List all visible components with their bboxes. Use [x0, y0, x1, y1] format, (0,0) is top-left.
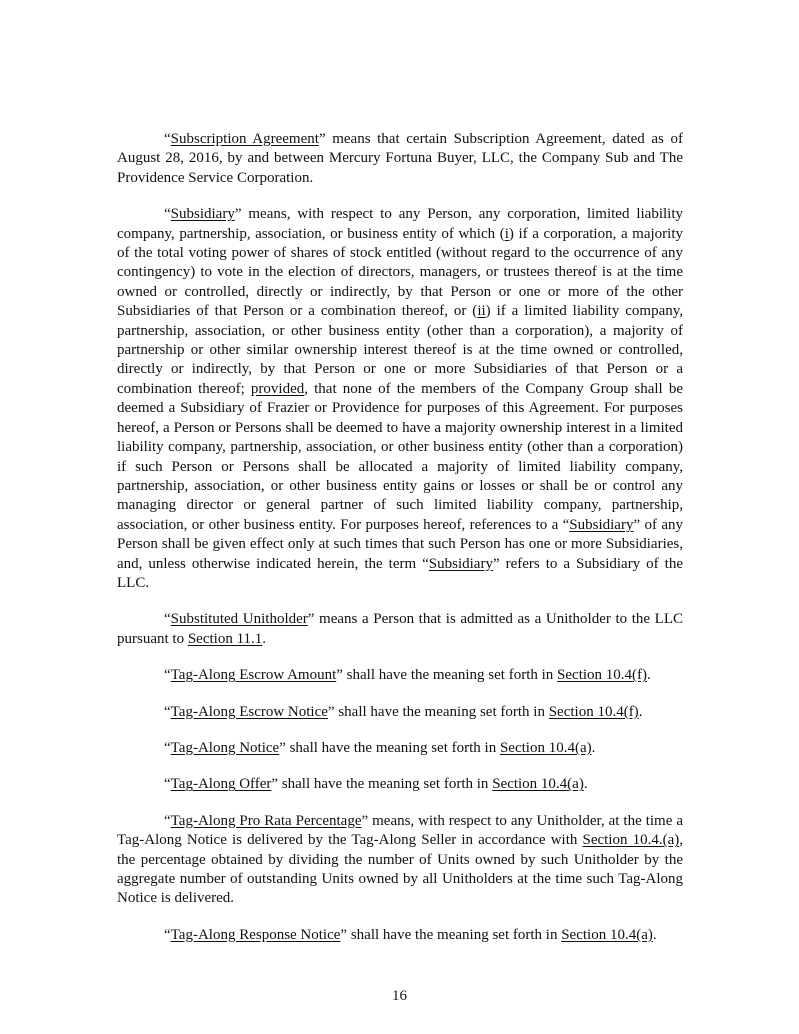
text-run: “ [164, 776, 171, 793]
text-run: ” shall have the meaning set forth in [279, 739, 500, 756]
underlined-term: Section 10.4(a) [561, 926, 653, 943]
text-run: ” refers to a Subsidiary of the LLC. [117, 555, 683, 591]
underlined-term: Subsidiary [428, 555, 493, 572]
definition-subsidiary [117, 205, 683, 593]
page-number: 16 [392, 988, 407, 1004]
text-run: . [262, 630, 267, 647]
definition-tag-along-escrow-notice [117, 703, 683, 722]
text-run: ” shall have the meaning set forth in [336, 667, 558, 684]
text-run: “ [164, 206, 171, 223]
underlined-term: Subsidiary [170, 206, 235, 223]
underlined-term: Tag-Along Response Notice [170, 926, 341, 943]
definition-substituted-unitholder [117, 610, 683, 649]
underlined-term: provided [250, 380, 305, 397]
text-run: ” means, with respect to any Person, any corporation, limited liability company, partnership, association, or business entity of which ( [117, 206, 683, 242]
text-run: ” shall have the meaning set forth in [327, 703, 549, 720]
definition-tag-along-offer [117, 775, 683, 794]
underlined-term: Section 10.4(a) [499, 739, 592, 756]
text-run: “ [164, 703, 171, 720]
underlined-term: Section 10.4(f) [557, 667, 648, 684]
underlined-term: Section 11.1 [187, 630, 263, 647]
definition-tag-along-pro-rata-percentage [117, 812, 683, 909]
text-run: “ [164, 131, 171, 147]
text-run: , the percentage obtained by dividing the number of Units owned by such Unitholder by the aggregate number of outstanding Units owned by all Unitholders at the time such Tag-Along Notice is delivered. [117, 832, 683, 907]
underlined-term: Substituted Unitholder [170, 611, 308, 628]
underlined-term: Subsidiary [569, 516, 634, 533]
text-run: “ [164, 812, 171, 829]
text-run: ” of any Person shall be given effect only at such times that such Person has one or more Subsidiaries, and, unless otherwise indicated herein, the term “ [117, 516, 684, 572]
text-run: ” means, with respect to any Unitholder, at the time a Tag-Along Notice is delivered by the Tag-Along Seller in accordance with [117, 812, 683, 849]
text-run: . [591, 739, 596, 756]
underlined-term: Tag-Along Escrow Amount [170, 667, 337, 684]
definition-subscription-agreement [117, 130, 683, 188]
underlined-term: Section 10.4(f) [548, 703, 639, 720]
text-run: ) if a corporation, a majority of the total voting power of shares of stock entitled (without regard to the occurrence of any contingency) to vote in the election of directors, managers, or trustees thereof is at the time owned or controlled, directly or indirectly, by that Person or one or more of the other Subsidiaries of that Person or a combination thereof, or ( [117, 225, 684, 320]
document-page [117, 130, 683, 962]
text-run: , that none of the members of the Company Group shall be deemed a Subsidiary of Frazier or Providence for purposes of this Agreement. For purposes hereof, a Person or Persons shall be deemed to have a majority ownership interest in a limited liability company, partnership, association, or other business entity (other than a corporation) if such Person or Persons shall be allocated a majority of limited liability company, partnership, association, or other business entity gains or losses or shall be or control any managing director or general partner of such limited liability company, partnership, association, or other business entity. For purposes hereof, references to a “ [117, 380, 683, 533]
definition-tag-along-escrow-amount [117, 666, 683, 685]
underlined-term: ii [477, 303, 486, 320]
definition-tag-along-response-notice [117, 926, 683, 945]
underlined-term: Tag-Along Pro Rata Percentage [170, 812, 362, 829]
text-run: ” means a Person that is admitted as a Unitholder to the LLC pursuant to [117, 611, 683, 647]
text-run: ) if a limited liability company, partnership, association, or other business entity (other than a corporation), a majority of partnership or other similar ownership interest thereof is at the time owned or controlled, directly or indirectly, by that Person or one or more Subsidiaries of that Person or a combination thereof; [117, 303, 683, 397]
underlined-term: Section 10.4(a) [492, 776, 584, 793]
underlined-term: Tag-Along Notice [170, 739, 280, 756]
underlined-term: Section 10.4.(a) [582, 832, 680, 849]
definition-tag-along-notice [117, 739, 683, 758]
text-run: “ [164, 739, 171, 756]
text-run: . [647, 667, 651, 684]
text-run: . [638, 703, 643, 720]
text-run: “ [164, 611, 171, 628]
text-run: . [583, 776, 588, 793]
underlined-term: i [504, 225, 509, 242]
underlined-term: Subscription Agreement [170, 131, 319, 147]
underlined-term: Tag-Along Escrow Notice [170, 703, 328, 720]
text-run: . [652, 926, 657, 943]
text-run: “ [164, 926, 171, 943]
text-run: ” shall have the meaning set forth in [271, 776, 493, 793]
text-run: ” shall have the meaning set forth in [340, 926, 562, 943]
underlined-term: Tag-Along Offer [170, 776, 272, 793]
text-run: “ [164, 667, 171, 684]
text-run: ” means that certain Subscription Agreement, dated as of August 28, 2016, by and between Mercury Fortuna Buyer, LLC, the Company Sub and The Providence Service Corporation. [117, 131, 683, 186]
